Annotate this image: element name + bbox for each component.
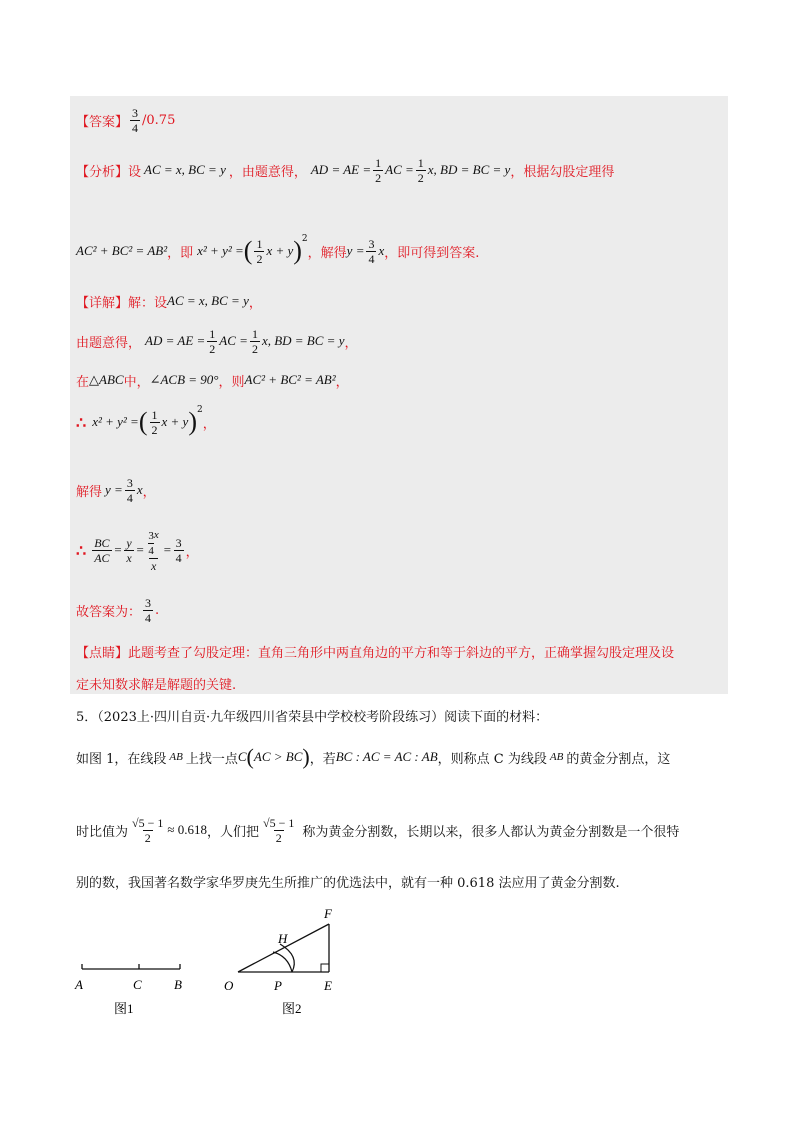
figure-2-caption: 图2 — [282, 1001, 302, 1016]
analysis-line-1: 【分析】 设 AC = x, BC = y ，由题意得， AD = AE = $\frac{1}{2}$ AC = $\frac{1}{2}$ x, BD = BC = y ，根据勾股定理得 — [76, 155, 615, 185]
detail-line-2: 由题意得， AD = AE = $\frac{1}{2}$ AC = $\frac{1}{2}$ x, BD = BC = y ， — [76, 326, 358, 356]
comment-label: 【点睛】 — [76, 645, 129, 661]
label-c: C — [133, 977, 142, 992]
question-5-heading: 5．（2023上·四川自贡·九年级四川省荣县中学校校考阶段练习）阅读下面的材料： — [76, 709, 549, 725]
answer-label: 【答案】 — [76, 114, 129, 130]
question-5-paragraph-2: 时比值为 $\frac{√5 - 1}{2}$ ≈ 0.618 ，人们把 $\frac{√5 - 1}{2}$ 称为黄金分割数，长期以来，很多人都认为黄金分割数是一个很特 — [76, 815, 680, 845]
answer-line — [76, 102, 175, 138]
detail-line-7: 故答案为： $\frac{3}{4}$ . — [76, 595, 160, 625]
detail-line-1: 【详解】 解：设 AC = x, BC = y ， — [76, 293, 262, 311]
figure-1-segment — [70, 955, 200, 1020]
figure-2-triangle — [220, 900, 350, 1020]
detail-line-5: 解得 y = $\frac{3}{4}$ x ， — [76, 475, 156, 505]
analysis-label: 【分析】 — [76, 164, 129, 180]
label-a: A — [75, 977, 83, 992]
comment-line-2: 定未知数求解是解题的关键. — [76, 677, 237, 693]
detail-line-3: 在 △ABC 中， ∠ACB = 90° ，则 AC² + BC² = AB² ， — [76, 372, 349, 390]
therefore-symbol: ∴ — [76, 412, 87, 432]
analysis-line-2: AC² + BC² = AB² ，即 x² + y² = ( $\frac{1}{2}$ x + y ) $^2$ ，解得 y = $\frac{3}{4}$ x ，即可得到答案. — [76, 234, 480, 266]
detail-line-4: ∴ x² + y² = ( $\frac{1}{2}$ x + y ) $^2$ ， — [76, 405, 216, 437]
analysis-math-1: AC = x, BC = y — [144, 162, 226, 177]
label-o: O — [224, 978, 234, 993]
answer-fraction: $\frac{3}{4}$ — [132, 105, 139, 135]
label-p: P — [274, 978, 282, 993]
label-e: E — [324, 978, 332, 993]
label-f: F — [324, 906, 332, 921]
detail-line-6: ∴ $\frac{BC}{AC}$ = $\frac{y}{x}$ = $\frac{3}{4}$ x x = $\frac{3}{4}$ ， — [76, 528, 199, 573]
label-h: H — [278, 931, 288, 946]
question-5-paragraph-3: 别的数，我国著名数学家华罗庚先生所推广的优选法中，就有一种 0.618 法应用了黄金分割数. — [76, 875, 620, 891]
golden-ratio-fraction: $\frac{√5 - 1}{2}$ — [132, 815, 164, 845]
detail-label: 【详解】 — [76, 295, 129, 311]
therefore-symbol: ∴ — [76, 540, 87, 560]
comment-line-1: 【点睛】 此题考查了勾股定理：直角三角形中两直角边的平方和等于斜边的平方，正确掌握勾股定理及设 — [76, 640, 674, 662]
golden-ratio-fraction: $\frac{√5 - 1}{2}$ — [263, 815, 295, 845]
question-5-paragraph-1: 如图 1，在线段 AB 上找一点 C ( AC > BC ) ，若 BC : AC = AC : AB ，则称点 C 为线段 AB 的黄金分割点，这 — [76, 744, 671, 769]
label-b: B — [174, 977, 182, 992]
answer-decimal: /0.75 — [142, 112, 176, 128]
figure-1-caption: 图1 — [114, 1001, 134, 1016]
